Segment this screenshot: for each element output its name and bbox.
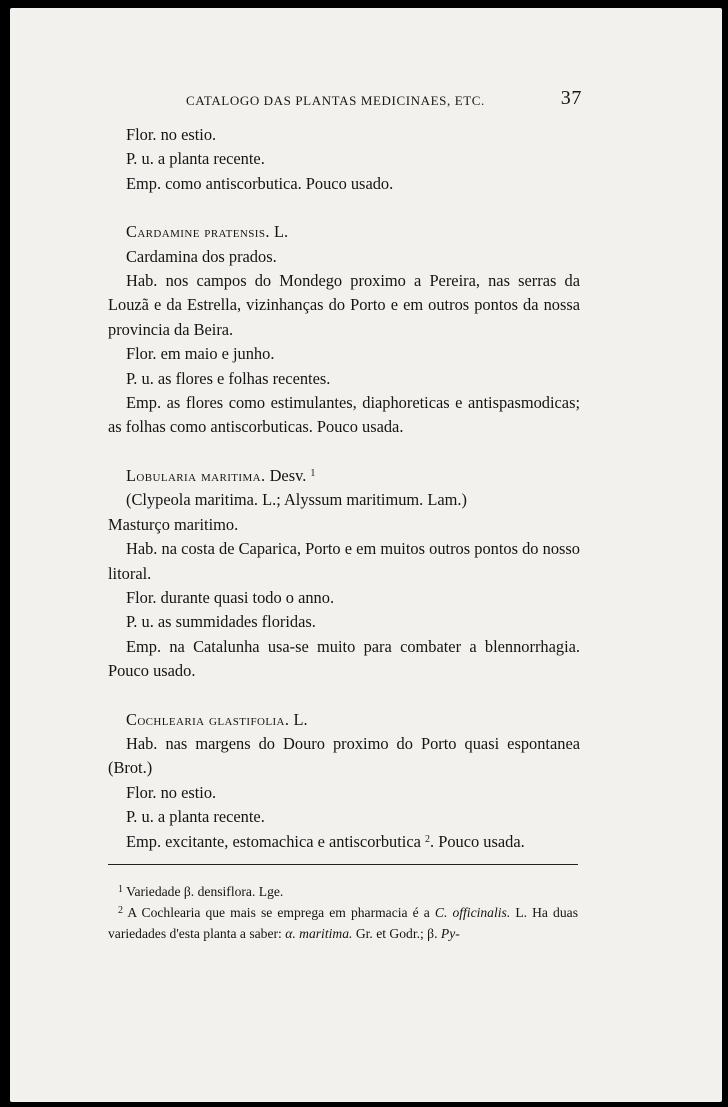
species-name: Cochlearia glastifolia. — [126, 709, 290, 729]
footnote-ref: 1 — [310, 467, 316, 479]
footnote-divider — [108, 864, 578, 865]
species-heading — [108, 220, 580, 244]
flowering-line: Flor. no estio. — [126, 125, 217, 144]
species-italic: C. officinalis. — [434, 905, 511, 920]
habitat-paragraph: Hab. nos campos do Mondego proximo a Pereira, nas serras da Louzã e da Estrella, vizinhanças do Porto e em outros pontos da nossa provincia da Beira. — [108, 271, 580, 339]
entry-cardamine — [108, 220, 580, 440]
parts-used-line: P. u. a planta recente. — [126, 807, 265, 827]
habitat-paragraph: Hab. nas margens do Douro proximo do Porto quasi espontanea (Brot.) — [108, 733, 580, 778]
species-author: L. — [273, 222, 289, 242]
parts-used-line: P. u. as flores e folhas recentes. — [126, 368, 331, 388]
flowering-line: Flor. em maio e junho. — [126, 344, 275, 364]
use-line: Emp. como antiscorbutica. Pouco usado. — [126, 173, 394, 193]
entry-cochlearia — [108, 708, 580, 854]
species-name: Lobularia maritima. — [126, 465, 266, 485]
entry-lobularia — [108, 464, 580, 684]
footnote-mark: 2 — [118, 905, 123, 916]
use-paragraph: Emp. na Catalunha usa-se muito para combater a blennorrhagia. Pouco usado. — [108, 636, 580, 681]
page-number: 37 — [560, 87, 582, 109]
footnote-mark: 1 — [118, 884, 123, 895]
use-text-end: . Pouco usada. — [430, 831, 525, 851]
parts-used-line: P. u. a planta recente. — [126, 149, 265, 169]
use-text: Emp. excitante, estomachica e antiscorbutica — [126, 831, 421, 851]
footnote-text: Variedade β. densiflora. Lge. — [126, 884, 284, 899]
footnote-2 — [108, 902, 578, 944]
habitat-paragraph: Hab. na costa de Caparica, Porto e em muitos outros pontos do nosso litoral. — [108, 539, 580, 583]
common-name: Cardamina dos prados. — [126, 246, 277, 266]
footnote-text: L. Ha duas variedades d'esta planta a saber: — [108, 905, 578, 941]
common-name: Masturço maritimo. — [108, 514, 239, 534]
use-line — [108, 830, 580, 854]
species-name: Cardamine pratensis. — [126, 222, 270, 242]
footnotes — [108, 881, 578, 944]
footnote-text: A Cochlearia que mais se emprega em pharmacia é a — [127, 905, 430, 920]
species-heading — [108, 464, 580, 488]
main-text — [108, 123, 580, 854]
synonyms-line: (Clypeola maritima. L.; Alyssum maritimum. Lam.) — [126, 490, 467, 510]
species-author: Desv. — [269, 465, 307, 485]
flowering-line: Flor. durante quasi todo o anno. — [126, 587, 335, 607]
use-paragraph: Emp. as flores como estimulantes, diaphoreticas e antispasmodicas; as folhas como antiscorbuticas. Pouco usada. — [108, 393, 580, 437]
footnote-1 — [108, 881, 578, 902]
running-header — [186, 87, 586, 115]
running-title: CATALOGO DAS PLANTAS MEDICINAES, ETC. — [186, 93, 485, 108]
species-author: L. — [293, 709, 308, 729]
parts-used-line: P. u. as summidades floridas. — [126, 612, 316, 632]
flowering-line: Flor. no estio. — [126, 782, 217, 802]
footnote-ref: 2 — [425, 833, 431, 845]
species-heading — [108, 708, 580, 732]
variety-italic: α. maritima. — [285, 926, 353, 941]
footnote-text: Gr. et Godr.; β. — [355, 926, 438, 941]
variety-italic: Py- — [440, 926, 460, 941]
